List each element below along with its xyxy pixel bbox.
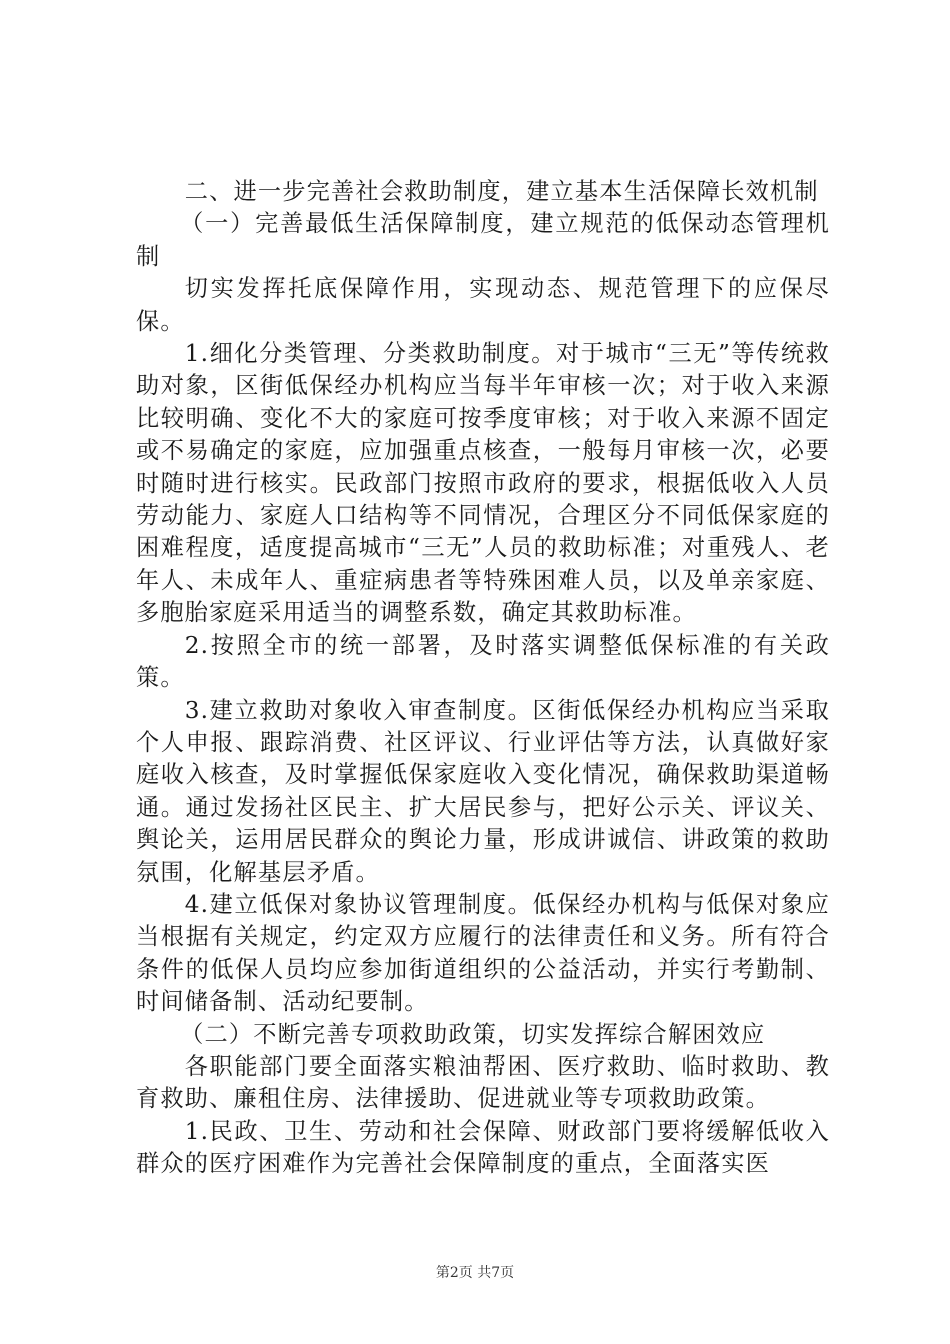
page-number-footer: 第2页 共7页 [435, 1265, 515, 1281]
subsection-heading: （一）完善最低生活保障制度，建立规范的低保动态管理机制 [136, 210, 830, 270]
numbered-paragraph: 1.细化分类管理、分类救助制度。对于城市“三无”等传统救助对象，区街低保经办机构应当每半年审核一次；对于收入来源比较明确、变化不大的家庭可按季度审核；对于收入来源不固定或不易确定的家庭，应加强重点核查，一般每月审核一次，必要时随时进行核实。民政部门按照市政府的要求，根据低收入人员劳动能力、家庭人口结构等不同情况，合理区分不同低保家庭的困难程度，适度提高城市“三无”人员的救助标准；对重残人、老年人、未成年人、重症病患者等特殊困难人员，以及单亲家庭、多胞胎家庭采用适当的调整系数，确定其救助标准。 [136, 340, 830, 627]
numbered-paragraph: 1.民政、卫生、劳动和社会保障、财政部门要将缓解低收入群众的医疗困难作为完善社会保障制度的重点，全面落实医 [136, 1117, 830, 1178]
numbered-paragraph: 3.建立救助对象收入审查制度。区街低保经办机构应当采取个人申报、跟踪消费、社区评议、行业评估等方法，认真做好家庭收入核查，及时掌握低保家庭收入变化情况，确保救助渠道畅通。通过发扬社区民主、扩大居民参与，把好公示关、评议关、舆论关，运用居民群众的舆论力量，形成讲诚信、讲政策的救助氛围，化解基层矛盾。 [136, 696, 830, 886]
body-paragraph: 切实发挥托底保障作用，实现动态、规范管理下的应保尽保。 [136, 275, 830, 335]
body-paragraph: 各职能部门要全面落实粮油帮困、医疗救助、临时救助、教育救助、廉租住房、法律援助、促进就业等专项救助政策。 [136, 1052, 830, 1113]
numbered-paragraph: 2.按照全市的统一部署，及时落实调整低保标准的有关政策。 [136, 631, 830, 692]
subsection-heading: （二）不断完善专项救助政策，切实发挥综合解困效应 [180, 1020, 766, 1048]
document-body [136, 176, 830, 1181]
section-heading: 二、进一步完善社会救助制度，建立基本生活保障长效机制 [184, 178, 819, 205]
numbered-paragraph: 4.建立低保对象协议管理制度。低保经办机构与低保对象应当根据有关规定，约定双方应履行的法律责任和义务。所有符合条件的低保人员均应参加街道组织的公益活动，并实行考勤制、时间储备制、活动纪要制。 [136, 890, 830, 1016]
